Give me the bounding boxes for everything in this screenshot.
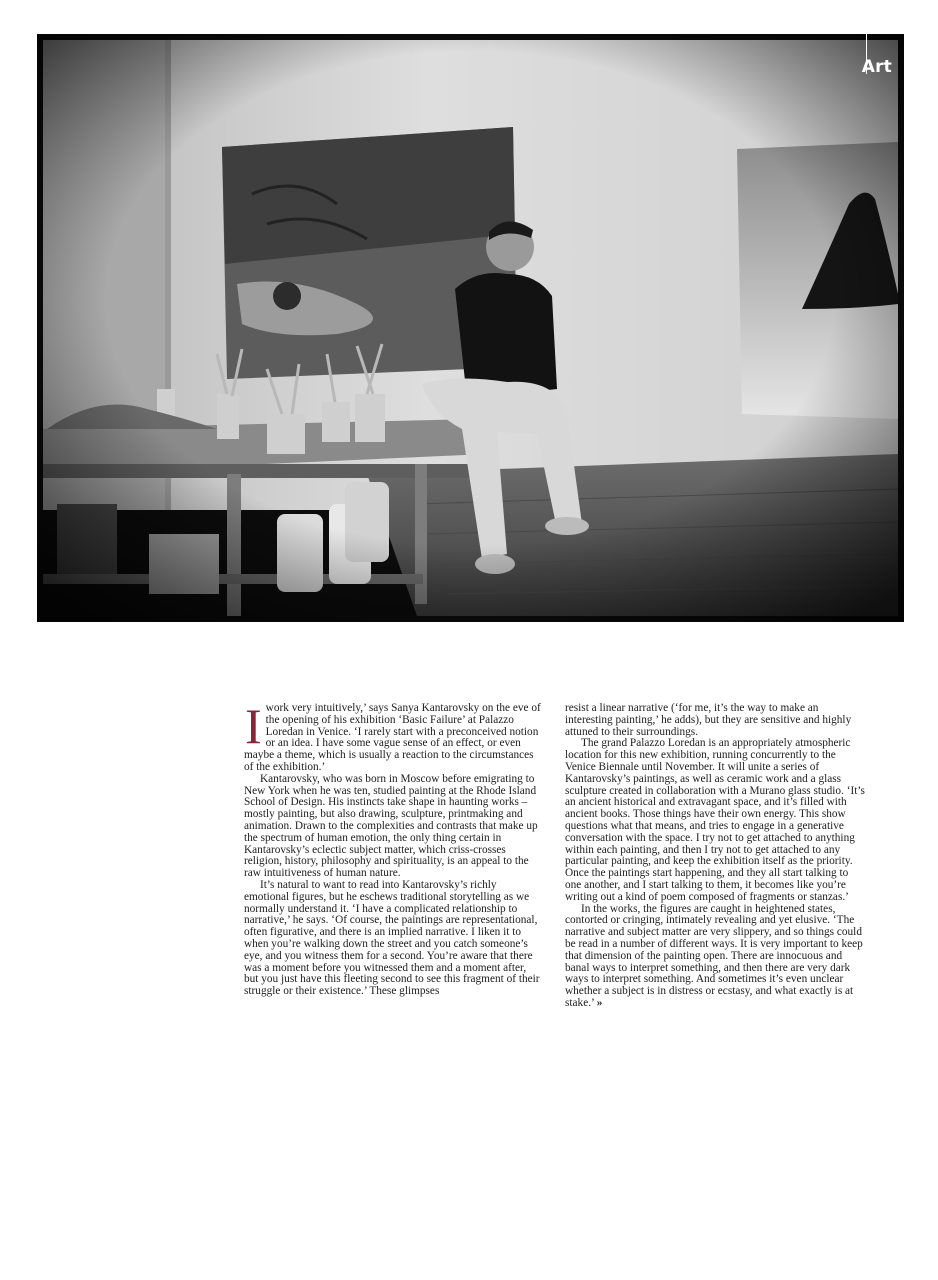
section-label: Art bbox=[861, 57, 892, 77]
article-paragraph: The grand Palazzo Loredan is an appropriately atmospheric location for this new exhibition, running concurrently to the Venice Biennale until November. It will unite a series of Kantarovsky’s paintings, as well as ceramic work and a glass sculpture created in collaboration with a Murano glass studio. ‘It’s an ancient historical and extravagant space, and it’s filled with ancient books. Those things have their own energy. This show questions what that means, and tries to engage in a generative conversation with the space. I try not to get attached to anything within each painting, and then I try not to get attached to any particular painting, and keep the exhibition itself as the priority. Once the paintings start happening, and they all start talking to one another, and I start talking to them, it becomes like you’re writing out a kind of poem composed of fragments or stanzas.’ bbox=[565, 737, 865, 903]
article-paragraph: It’s natural to want to read into Kantarovsky’s richly emotional figures, but he eschews traditional storytelling as we normally understand it. ‘I have a complicated relationship to narrative,’ he says. ‘Of course, the paintings are representational, often figurative, and there is an implied narrative. I liken it to when you’re walking down the street and you catch someone’s eye, and you witness them for a second. You’re aware that there was a moment before you witnessed them and a moment after, but you just have this fleeting second to see this fragment of their struggle or their existence.’ These glimpses bbox=[244, 878, 540, 998]
article-column-left bbox=[244, 698, 542, 998]
article-paragraph: Kantarovsky, who was born in Moscow before emigrating to New York when he was ten, studied painting at the Rhode Island School of Design. His instincts take shape in haunting works – mostly painting, but also drawing, sculpture, printmaking and animation. Drawn to the complexities and contrasts that make up the spectrum of human emotion, the only thing certain in Kantarovsky’s eclectic subject matter, which criss-crosses religion, history, philosophy and spirituality, is an appeal to the raw intuitiveness of human nature. bbox=[244, 772, 538, 880]
article-paragraph: resist a linear narrative (‘for me, it’s the way to make an interesting painting,’ he adds), but they are sensitive and highly attuned to their surroundings. bbox=[565, 702, 852, 738]
article-column-right bbox=[565, 703, 865, 1010]
drop-cap: I bbox=[245, 698, 262, 754]
continue-arrow-icon: » bbox=[596, 996, 603, 1009]
article-paragraph bbox=[244, 698, 542, 774]
article-paragraph bbox=[565, 904, 865, 1010]
article-lead-text: work very intuitively,’ says Sanya Kantarovsky on the eve of the opening of his exhibition ‘Basic Failure’ at Palazzo Loredan in Venice. ‘I rarely start with a preconceived notion or an idea. I have some vague sense of an effect, or even maybe a theme, which is usually a reaction to the circumstances of the exhibition.’ bbox=[244, 702, 541, 773]
article-closing-text: In the works, the figures are caught in heightened states, contorted or cringing, intimately revealing and yet elusive. ‘The narrative and subject matter are very slippery, and so things could be read in a number of different ways. It is very important to keep that dimension of the painting open. There are innocuous and banal ways to interpret something, and then there are very dark ways to interpret something. And sometimes it’s even unclear whether a subject is in distress or ecstasy, and what exactly is at stake.’ bbox=[565, 902, 863, 1009]
artist-studio-image bbox=[37, 34, 904, 622]
studio-photo bbox=[37, 34, 904, 622]
